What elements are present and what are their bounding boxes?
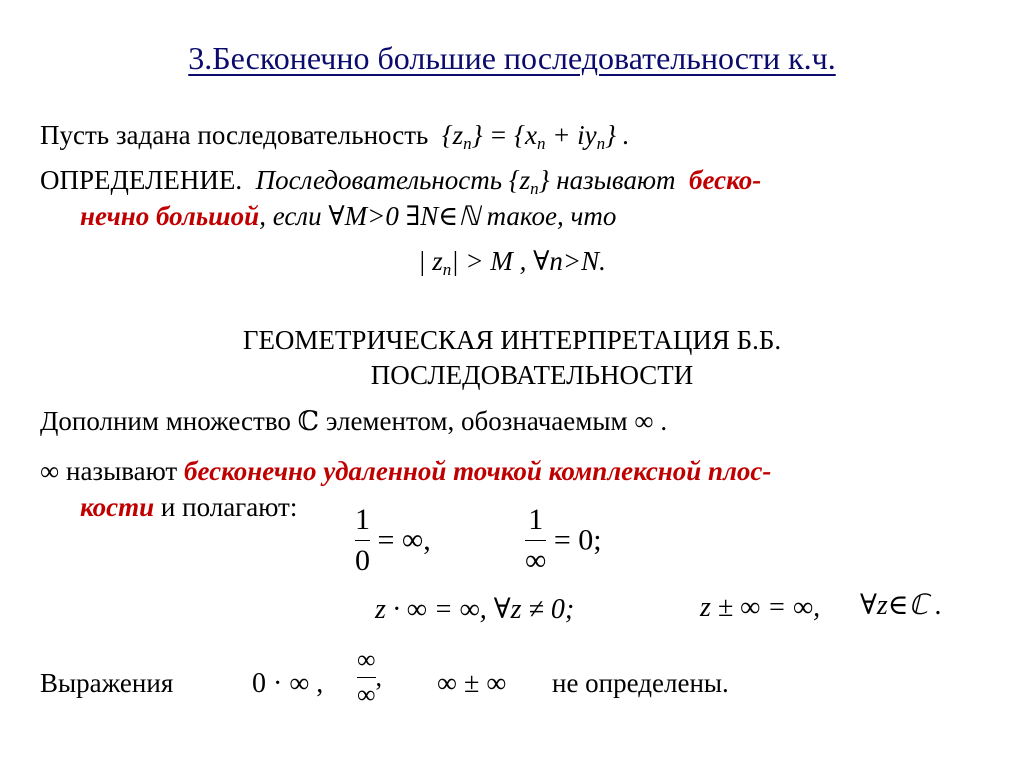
formula-sequence: $\{z_n\} = \{x_n + iy_n\}$ . <box>441 120 630 153</box>
undefined-expr-1: 0 · ∞ , <box>252 668 324 699</box>
definition-text: Последовательность $\{z_n\}$ называют <box>255 165 676 198</box>
rule-sum-quantifier: ∀z∈ℂ . <box>860 590 943 621</box>
intro-text: Пусть задана последовательность <box>40 120 429 150</box>
rule-frac-2: $\frac{1}{\infty}$ = 0; <box>525 503 602 577</box>
definition-line-1 <box>40 165 761 199</box>
rule-product: z · ∞ = ∞, ∀z ≠ 0; <box>375 594 575 625</box>
definition-highlight-1: беско- <box>688 165 762 195</box>
geometric-heading-1: ГЕОМЕТРИЧЕСКАЯ ИНТЕРПРЕТАЦИЯ Б.Б. <box>242 325 782 355</box>
complement-line: Дополним множество ℂ элементом, обозначаемым ∞ . <box>40 406 668 436</box>
undefined-label: Выражения <box>40 668 174 698</box>
definition-label: ОПРЕДЕЛЕНИЕ. <box>40 165 243 195</box>
geometric-heading-2: ПОСЛЕДОВАТЕЛЬНОСТИ <box>370 360 694 390</box>
page-title: 3.Бесконечно большие последовательности к.ч. <box>188 40 836 76</box>
undefined-expr-3: ∞ ± ∞ <box>437 668 507 699</box>
definition-highlight-2: нечно большой <box>80 201 260 231</box>
rule-sum: z ± ∞ = ∞, <box>700 592 821 623</box>
undefined-expr-2: $\frac{\infty}{\infty}$ , <box>357 645 383 709</box>
infinity-def-line-1: ∞ называют бесконечно удаленной точкой комплексной плос- <box>40 456 772 486</box>
rule-frac-1: $\frac{1}{0}$ = ∞, <box>355 503 431 577</box>
intro-line <box>40 120 629 154</box>
undefined-tail: не определены. <box>552 668 729 698</box>
infinity-def-line-2: кости и полагают: <box>80 492 298 522</box>
definition-formula: | $z_n| > M$ , ∀n>N. <box>418 246 606 279</box>
definition-condition: , если ∀M>0 ∃N∈ℕ такое, что <box>259 201 617 231</box>
definition-line-2 <box>80 201 616 232</box>
infinity-def-highlight: бесконечно удаленной точкой комплексной плос- <box>183 456 772 486</box>
